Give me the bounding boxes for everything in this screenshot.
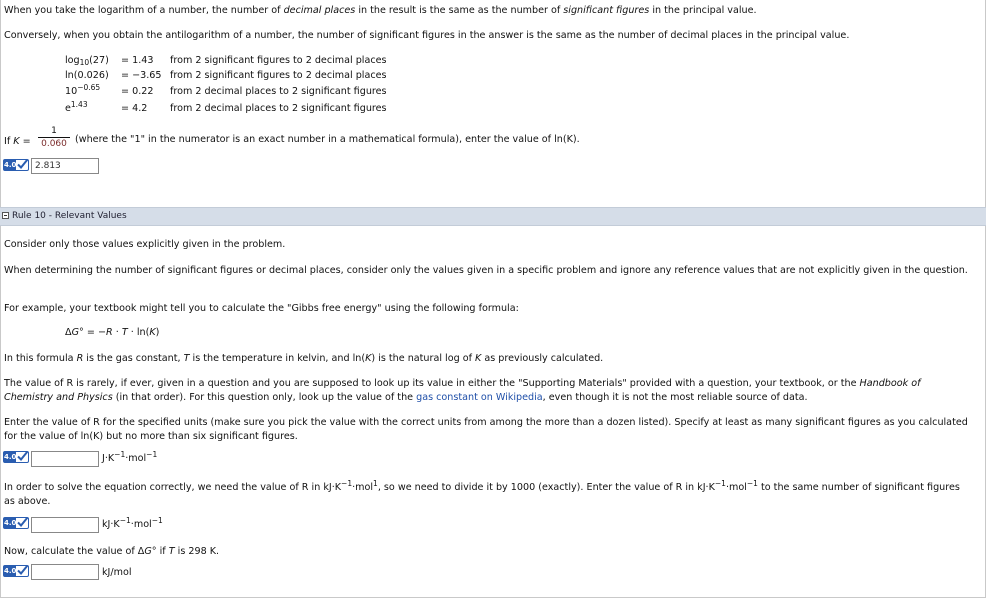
rule-para-6: Enter the value of R for the specified units (make sure you pick the value with the correct units from among the more than a dozen listed). Specify at least as many significant figures as you calculated for the value of ln(K) but no more than six significant figures. — [4, 417, 968, 442]
intro-line-2: Conversely, when you obtain the antilogarithm of a number, the number of significant figures in the answer is the same as the number of decimal places in the principal value. — [4, 30, 850, 41]
q1-score-badge — [3, 159, 29, 171]
q4-score-badge — [3, 565, 29, 577]
example-4-result: = 4.2 — [121, 103, 148, 114]
q4-score-value: 4.0 — [4, 567, 17, 575]
example-2-expr: ln(0.026) — [65, 70, 109, 81]
q2-score-badge — [3, 451, 29, 463]
rule-para-7: In order to solve the equation correctly, we need the value of R in $kJ\cdot K^{-1}\cdot mol^1$, so we need to divide it by 1000 (exactly). Enter the value of R in $kJ\cdot K^{-1}\cdot mol^{-1}$ to the same number of significant figures as above. — [4, 479, 960, 507]
gibbs-formula: ΔG° = −R · T · ln(K) — [65, 327, 160, 338]
example-4-expr: $e^{1.43}$ — [65, 100, 88, 114]
check-icon — [16, 450, 29, 463]
q3-unit: $kJ\cdot K^{-1}\cdot mol^{-1}$ — [102, 516, 163, 530]
q2-score-value: 4.0 — [4, 453, 17, 461]
check-icon — [16, 564, 29, 577]
example-2-result: = −3.65 — [121, 70, 162, 81]
example-4-note: from 2 decimal places to 2 significant figures — [170, 103, 387, 114]
example-1-note: from 2 significant figures to 2 decimal places — [170, 55, 387, 66]
q2-answer-input[interactable] — [31, 451, 99, 467]
rule-para-1: Consider only those values explicitly given in the problem. — [4, 239, 286, 250]
rule-para-4: In this formula R is the gas constant, T is the temperature in kelvin, and ln(K) is the natural log of K as previously calculated. — [4, 353, 604, 364]
example-3-expr: $10^{-0.65}$ — [65, 83, 101, 97]
rule-10-header[interactable] — [0, 207, 986, 226]
example-2-note: from 2 significant figures to 2 decimal places — [170, 70, 387, 81]
rule-para-8: Now, calculate the value of ΔG° if T is 298 K. — [4, 546, 220, 557]
q1-score-value: 4.0 — [4, 161, 17, 169]
collapse-icon[interactable] — [2, 212, 9, 219]
q3-answer-input[interactable] — [31, 517, 99, 533]
q2-unit: $J\cdot K^{-1}\cdot mol^{-1}$ — [102, 450, 158, 464]
check-icon — [16, 516, 29, 529]
q1-if-k: If K = — [4, 136, 31, 147]
q3-score-badge — [3, 517, 29, 529]
check-icon — [16, 158, 29, 171]
q1-denominator: 0.060 — [41, 139, 67, 149]
rule-para-3: For example, your textbook might tell you to calculate the "Gibbs free energy" using the following formula: — [4, 303, 519, 314]
q4-answer-input[interactable] — [31, 564, 99, 580]
q1-numerator: 1 — [51, 126, 57, 136]
example-3-result: = 0.22 — [121, 86, 154, 97]
q4-unit: kJ/mol — [102, 567, 132, 578]
q1-answer-input[interactable]: 2.813 — [31, 158, 99, 174]
example-1-expr: $\log_{10}(27)$ — [65, 55, 109, 67]
rule-para-5: The value of R is rarely, if ever, given in a question and you are supposed to look up its value in either the "Supporting Materials" provided with a question, your textbook, or the Handbook of Chemistry and Physics (in that order). For this question only, look up the value of the gas constant on Wikipedia, even though it is not the most reliable source of data. — [4, 378, 921, 403]
q3-score-value: 4.0 — [4, 519, 17, 527]
example-1-result: = 1.43 — [121, 55, 154, 66]
q1-instruction: (where the "1" in the numerator is an exact number in a mathematical formula), enter the value of ln(K). — [75, 134, 580, 145]
q1-fraction — [38, 126, 70, 149]
intro-line-1: When you take the logarithm of a number, the number of decimal places in the result is the same as the number of significant figures in the principal value. — [4, 5, 757, 16]
gas-constant-link[interactable]: gas constant on Wikipedia — [416, 391, 543, 403]
rule-10-title: Rule 10 - Relevant Values — [12, 211, 127, 221]
example-3-note: from 2 decimal places to 2 significant figures — [170, 86, 387, 97]
rule-para-2: When determining the number of significant figures or decimal places, consider only the values given in a specific problem and ignore any reference values that are not explicitly given in the question. — [4, 265, 968, 276]
